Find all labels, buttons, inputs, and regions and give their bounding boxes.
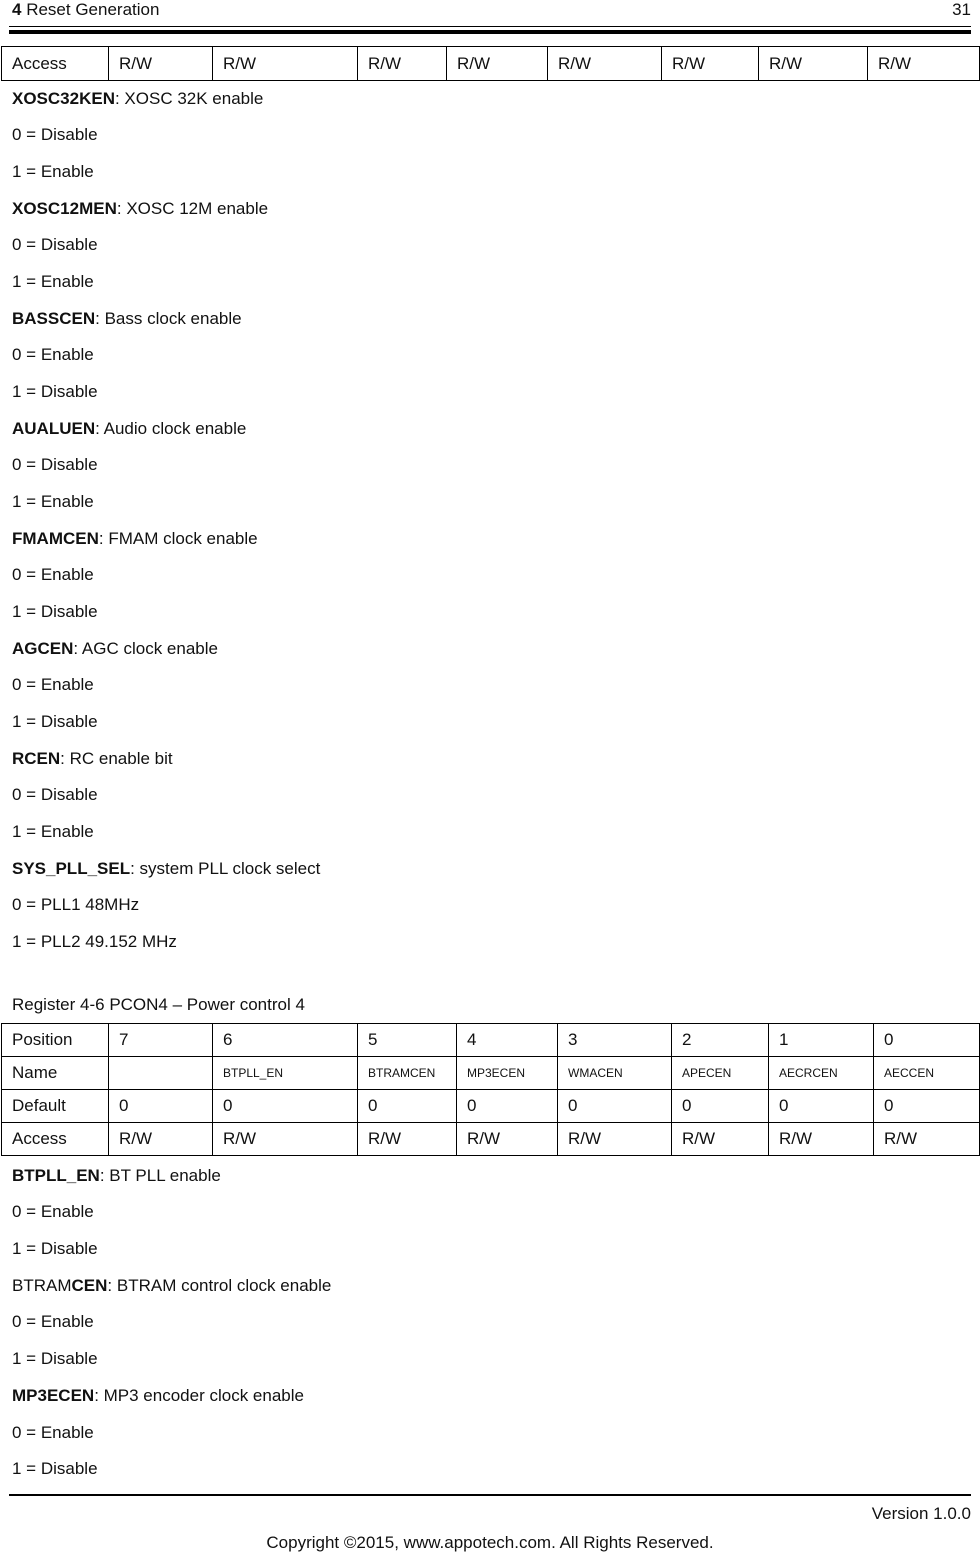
table-cell: R/W — [769, 1123, 874, 1156]
field-desc: : AGC clock enable — [73, 639, 218, 658]
table-cell: R/W — [358, 47, 447, 81]
field-value: 0 = Enable — [12, 1423, 94, 1442]
table-cell: 0 — [874, 1090, 980, 1123]
field-title — [12, 1386, 304, 1406]
pcon4-register-table — [1, 1023, 980, 1156]
register-caption: Register 4-6 PCON4 – Power control 4 — [12, 995, 305, 1014]
table-cell: 0 — [358, 1090, 457, 1123]
field-desc: : Bass clock enable — [95, 309, 242, 328]
table-cell: 0 — [213, 1090, 358, 1123]
field-desc: : Audio clock enable — [95, 419, 247, 438]
field-value: 1 = Disable — [12, 602, 98, 621]
table-cell: AECRCEN — [769, 1057, 874, 1090]
page-header — [12, 0, 971, 22]
chapter-title: Reset Generation — [26, 0, 160, 19]
field-title — [12, 419, 246, 439]
table-cell: R/W — [447, 47, 548, 81]
field-value: 0 = Disable — [12, 125, 98, 144]
table-cell: 6 — [213, 1024, 358, 1057]
table-cell: MP3ECEN — [457, 1057, 558, 1090]
table-cell: R/W — [457, 1123, 558, 1156]
field-title — [12, 89, 263, 109]
field-desc: : RC enable bit — [60, 749, 173, 768]
chapter-heading — [12, 0, 159, 20]
field-title — [12, 309, 242, 329]
field-desc: : MP3 encoder clock enable — [94, 1386, 304, 1405]
header-rule-thick — [9, 30, 971, 34]
table-cell: R/W — [548, 47, 662, 81]
table-cell: Name — [2, 1057, 109, 1090]
field-desc: : system PLL clock select — [130, 859, 321, 878]
table-cell: 5 — [358, 1024, 457, 1057]
field-value: 0 = Enable — [12, 1202, 94, 1221]
field-title — [12, 859, 320, 879]
field-value: 0 = Disable — [12, 235, 98, 254]
name-row — [2, 1057, 980, 1090]
table-cell: BTPLL_EN — [213, 1057, 358, 1090]
field-name: SYS_PLL_SEL — [12, 859, 131, 878]
table-cell: Access — [2, 1123, 109, 1156]
field-title — [12, 639, 218, 659]
table-cell — [109, 1057, 213, 1090]
table-cell: R/W — [558, 1123, 672, 1156]
field-title — [12, 199, 268, 219]
table-cell: R/W — [213, 47, 358, 81]
table-cell: 4 — [457, 1024, 558, 1057]
table-cell: APECEN — [672, 1057, 769, 1090]
field-name: RCEN — [12, 749, 61, 768]
field-name: AUALUEN — [12, 419, 96, 438]
field-value: 0 = Enable — [12, 1312, 94, 1331]
field-value: 1 = Disable — [12, 1239, 98, 1258]
field-value: 0 = PLL1 48MHz — [12, 895, 140, 914]
table-cell: R/W — [109, 47, 213, 81]
field-name: BASSCEN — [12, 309, 96, 328]
field-title — [12, 1166, 221, 1186]
table-cell: Default — [2, 1090, 109, 1123]
field-value: 1 = PLL2 49.152 MHz — [12, 932, 177, 951]
table-cell: R/W — [358, 1123, 457, 1156]
field-value: 0 = Enable — [12, 675, 94, 694]
position-row — [2, 1024, 980, 1057]
table-cell: 0 — [672, 1090, 769, 1123]
field-title — [12, 529, 258, 549]
field-desc: : FMAM clock enable — [98, 529, 258, 548]
field-desc: : XOSC 32K enable — [114, 89, 264, 108]
field-name: AGCEN — [12, 639, 74, 658]
footer-rule — [9, 1494, 971, 1496]
access-row — [2, 1123, 980, 1156]
field-value: 0 = Disable — [12, 785, 98, 804]
version-label: Version 1.0.0 — [871, 1504, 971, 1523]
table-cell: 7 — [109, 1024, 213, 1057]
page-number: 31 — [952, 0, 971, 19]
field-name: MP3ECEN — [12, 1386, 95, 1405]
field-value: 1 = Disable — [12, 1459, 98, 1478]
field-value: 1 = Enable — [12, 272, 94, 291]
table-cell: R/W — [672, 1123, 769, 1156]
field-desc: : BT PLL enable — [99, 1166, 221, 1185]
field-value: 1 = Disable — [12, 1349, 98, 1368]
field-value: 1 = Enable — [12, 162, 94, 181]
field-name: BTPLL_EN — [12, 1166, 100, 1185]
table-cell: 3 — [558, 1024, 672, 1057]
field-name: XOSC32KEN — [12, 89, 115, 108]
table-cell: 0 — [558, 1090, 672, 1123]
table-cell: 0 — [457, 1090, 558, 1123]
table-cell: R/W — [662, 47, 759, 81]
field-desc: : XOSC 12M enable — [116, 199, 269, 218]
field-value: 1 = Enable — [12, 822, 94, 841]
table-cell: WMACEN — [558, 1057, 672, 1090]
header-rule-thin — [9, 26, 971, 27]
table-cell: R/W — [868, 47, 980, 81]
table-cell: 0 — [874, 1024, 980, 1057]
table-cell: Access — [2, 47, 109, 81]
table-cell: 0 — [769, 1090, 874, 1123]
table-cell: R/W — [874, 1123, 980, 1156]
field-value: 0 = Disable — [12, 455, 98, 474]
chapter-number: 4 — [12, 0, 22, 19]
field-value: 0 = Enable — [12, 565, 94, 584]
table-cell: R/W — [759, 47, 868, 81]
field-name: CEN — [71, 1276, 108, 1295]
table-cell: AECCEN — [874, 1057, 980, 1090]
field-value: 1 = Disable — [12, 382, 98, 401]
field-value: 1 = Enable — [12, 492, 94, 511]
register-table-continued — [1, 46, 980, 81]
table-cell: 0 — [109, 1090, 213, 1123]
table-cell: 2 — [672, 1024, 769, 1057]
field-name: FMAMCEN — [12, 529, 99, 548]
field-value: 0 = Enable — [12, 345, 94, 364]
field-title — [12, 749, 173, 769]
table-cell: 1 — [769, 1024, 874, 1057]
field-name: XOSC12MEN — [12, 199, 117, 218]
field-prefix: BTRAM — [12, 1276, 72, 1295]
field-title — [12, 1276, 331, 1296]
default-row — [2, 1090, 980, 1123]
field-desc: : BTRAM control clock enable — [107, 1276, 332, 1295]
field-value: 1 = Disable — [12, 712, 98, 731]
table-cell: Position — [2, 1024, 109, 1057]
access-row — [2, 47, 980, 81]
table-cell: BTRAMCEN — [358, 1057, 457, 1090]
table-cell: R/W — [213, 1123, 358, 1156]
table-cell: R/W — [109, 1123, 213, 1156]
copyright-notice: Copyright ©2015, www.appotech.com. All Rights Reserved. — [266, 1533, 714, 1552]
